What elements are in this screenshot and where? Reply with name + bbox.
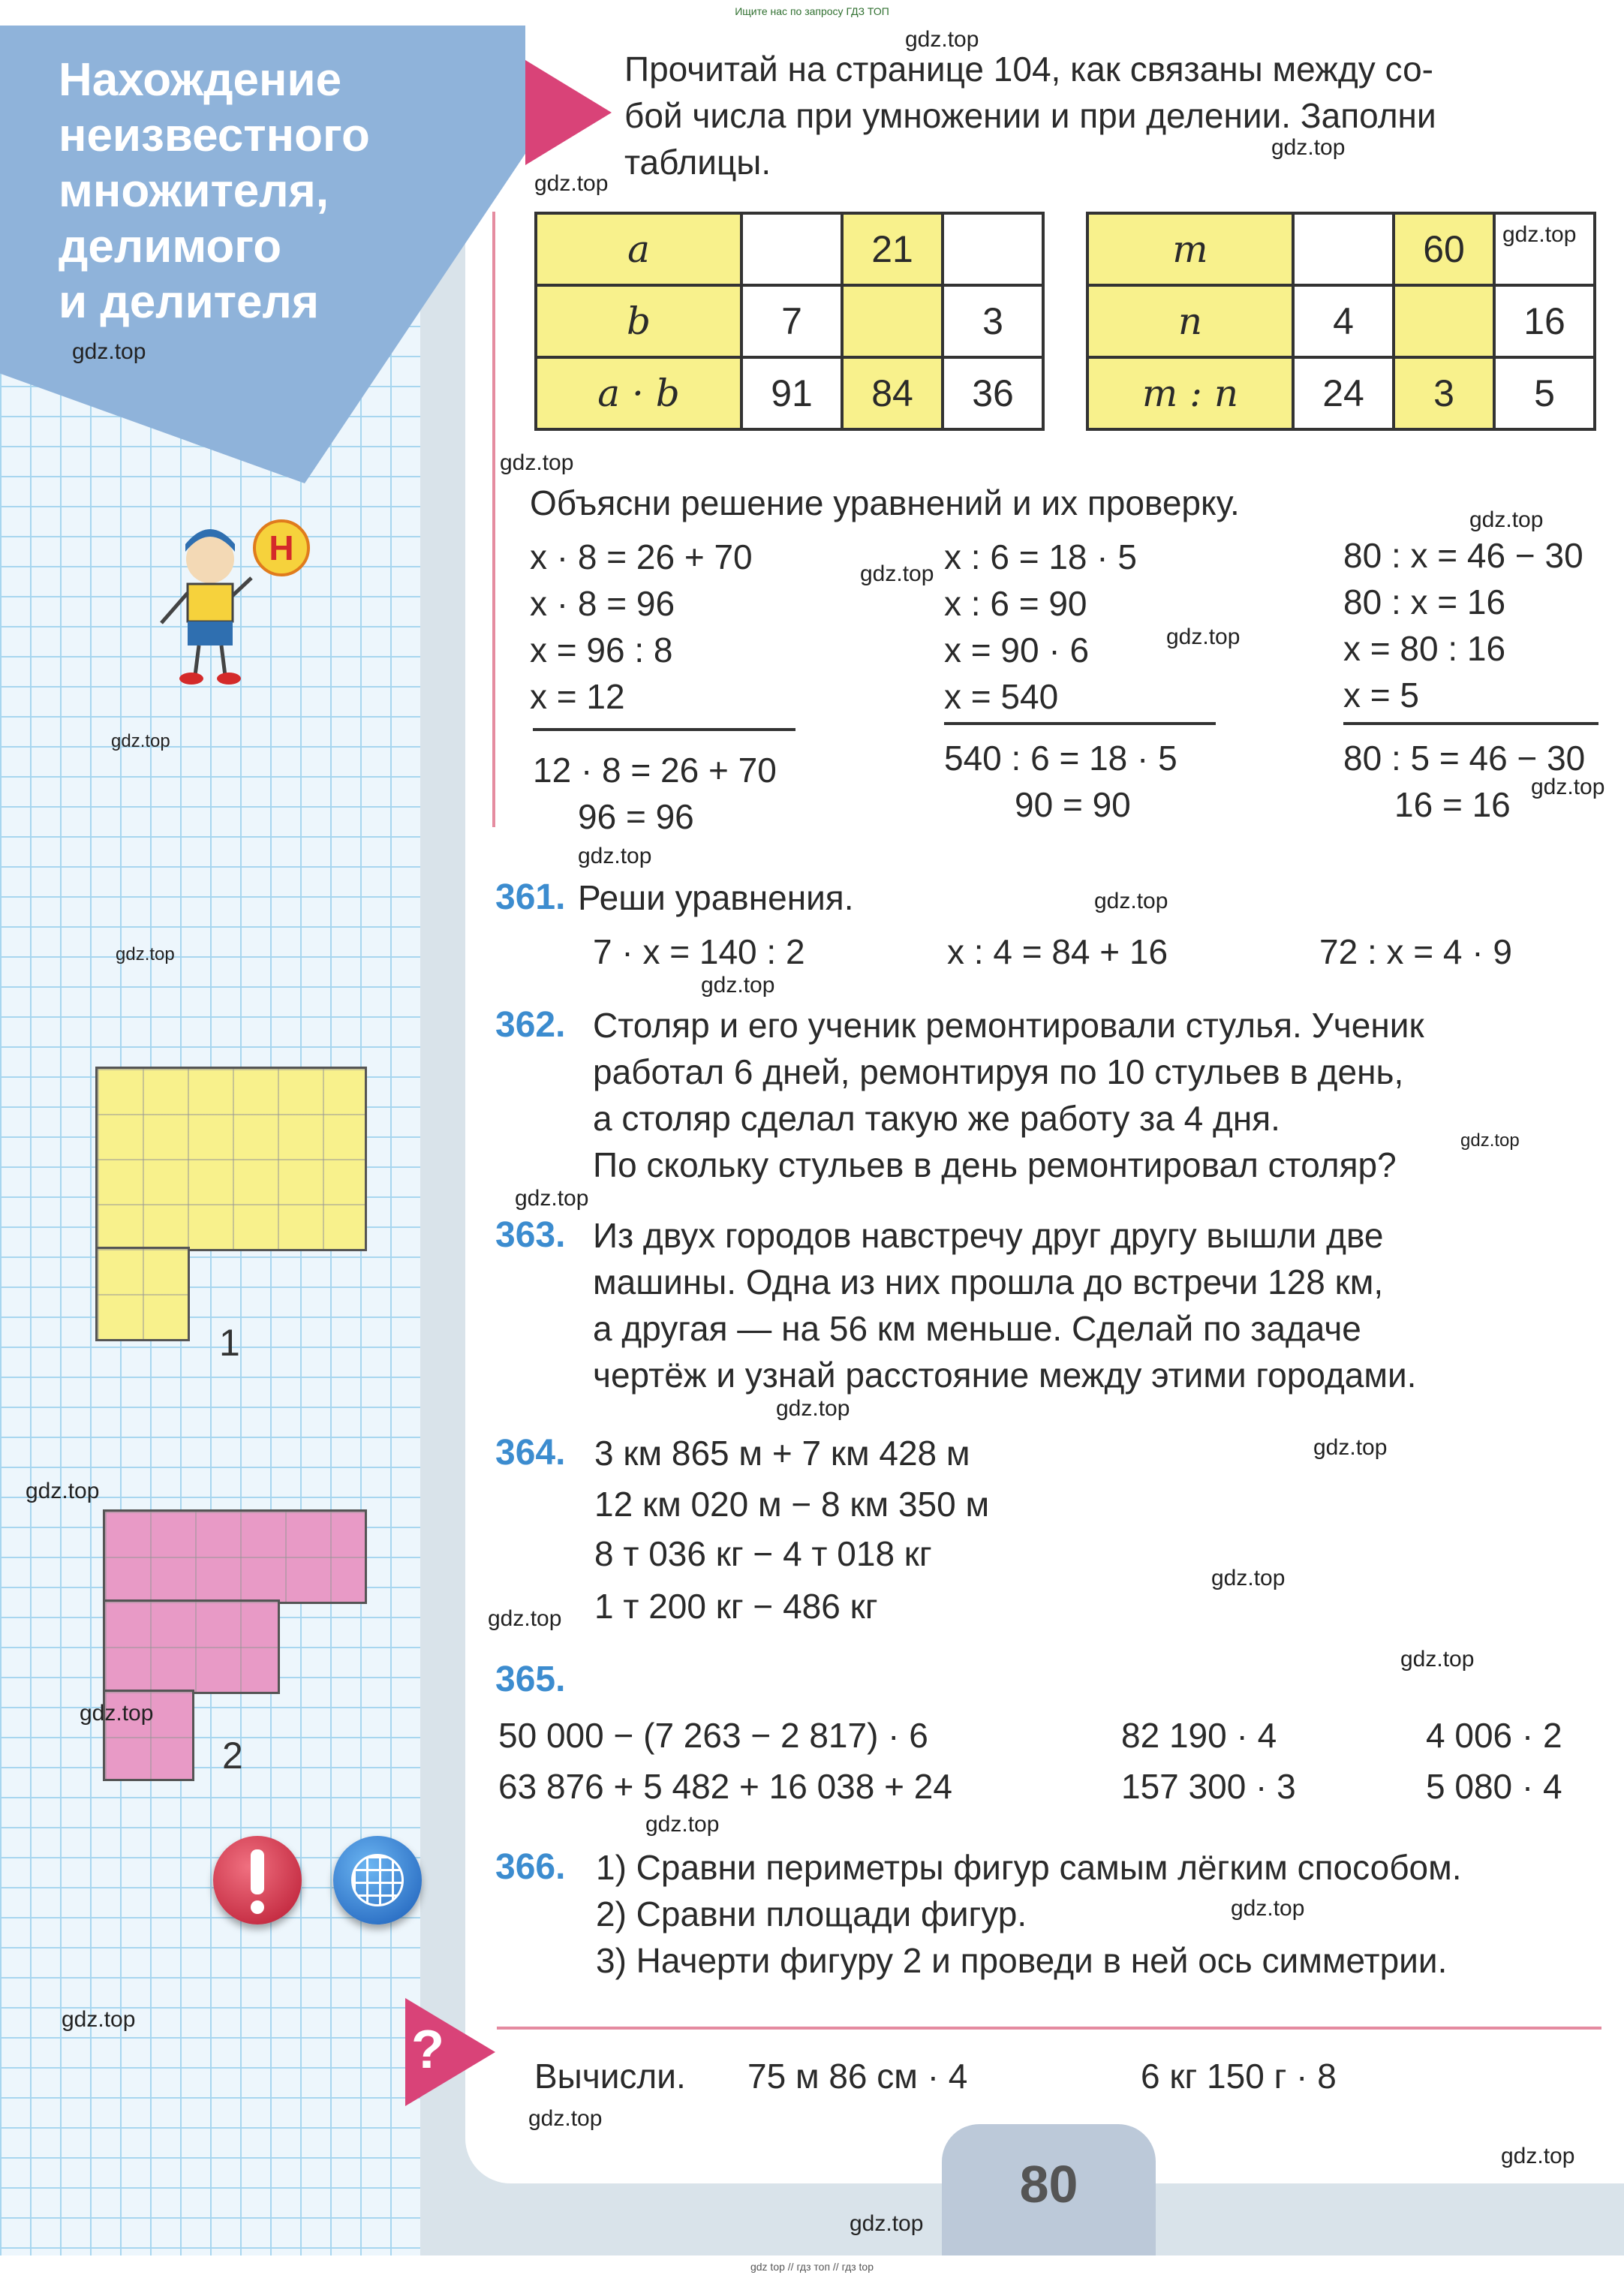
watermark: gdz.top: [1231, 1896, 1305, 1921]
task-362-line: а столяр сделал такую же работу за 4 дня.: [593, 1099, 1280, 1138]
task-number-364: 364.: [495, 1433, 566, 1473]
watermark: gdz.top: [488, 1606, 562, 1631]
watermark: gdz.top: [905, 27, 979, 52]
task-366-line: 2) Сравни площади фигур.: [596, 1894, 1027, 1933]
left-margin-rule: [492, 212, 495, 827]
watermark: gdz.top: [1531, 775, 1605, 799]
table-label-cell: a: [536, 213, 741, 285]
table-cell: [741, 213, 842, 285]
watermark: gdz.top: [776, 1396, 850, 1421]
eq-col1-line: x · 8 = 96: [530, 584, 675, 623]
table-row: [536, 213, 1043, 285]
bottom-separator: [497, 2027, 1601, 2030]
eq-col3-line: 80 : x = 16: [1343, 582, 1506, 621]
task-366-line: 3) Начерти фигуру 2 и проведи в ней ось симметрии.: [596, 1941, 1448, 1980]
top-hint-bar: [0, 0, 1624, 26]
shape-2-middle: [105, 1602, 278, 1692]
compute-expr: 75 м 86 см · 4: [747, 2057, 968, 2096]
task-363-line: чертёж и узнай расстояние между этими городами.: [593, 1356, 1417, 1395]
task-361-eq: 7 · x = 140 : 2: [593, 932, 805, 971]
watermark: gdz.top: [1400, 1647, 1475, 1672]
task-365-expr: 5 080 · 4: [1426, 1767, 1562, 1806]
task-363-line: машины. Одна из них прошла до встречи 128 км,: [593, 1262, 1384, 1301]
title-line: и делителя: [59, 276, 320, 328]
eq-col2-check: 540 : 6 = 18 · 5: [944, 739, 1177, 778]
watermark: gdz.top: [72, 339, 146, 364]
table-cell: 7: [741, 285, 842, 357]
table-cell: [943, 213, 1043, 285]
task-362-line: Столяр и его ученик ремонтировали стулья. Ученик: [593, 1006, 1424, 1045]
eq-col1-check: 12 · 8 = 26 + 70: [533, 751, 777, 790]
task-362-line: По скольку стульев в день ремонтировал столяр?: [593, 1145, 1397, 1184]
table-cell: 3: [943, 285, 1043, 357]
task-365-expr: 4 006 · 2: [1426, 1716, 1562, 1755]
table-row: [1087, 285, 1595, 357]
task-361-eq: 72 : x = 4 · 9: [1319, 932, 1512, 971]
eq-col3-check: 80 : 5 = 46 − 30: [1343, 739, 1586, 778]
shape-1-leg: [98, 1249, 188, 1339]
compute-label: Вычисли.: [534, 2057, 686, 2096]
table-row: [536, 357, 1043, 429]
eq-col1-line: x = 12: [530, 677, 625, 716]
exclamation-icon: [213, 1836, 302, 1924]
shape-1-label: 1: [219, 1322, 240, 1364]
table-cell: [842, 285, 943, 357]
table-label-cell: b: [536, 285, 741, 357]
table-cell: [1293, 213, 1394, 285]
task-364-line: 12 км 020 м − 8 км 350 м: [594, 1485, 990, 1524]
task-365-expr: 50 000 − (7 263 − 2 817) · 6: [498, 1716, 928, 1755]
explain-heading: Объясни решение уравнений и их проверку.: [530, 483, 1240, 522]
watermark: gdz.top: [1271, 135, 1346, 160]
task-number-365: 365.: [495, 1660, 566, 1699]
watermark: gdz.top: [1460, 1130, 1520, 1151]
table-cell: 16: [1494, 285, 1595, 357]
eq-col3-line: x = 5: [1343, 676, 1420, 715]
table-cell: 60: [1394, 213, 1494, 285]
task-number-362: 362.: [495, 1005, 566, 1045]
intro-line-3: таблицы.: [624, 143, 771, 182]
eq-col2-line: x = 540: [944, 677, 1059, 716]
table-row: [1087, 357, 1595, 429]
shape-2-label: 2: [222, 1735, 243, 1777]
watermark: gdz.top: [1313, 1435, 1388, 1460]
table-multiplication: [534, 212, 1045, 431]
eq-col1-check: 96 = 96: [578, 797, 694, 836]
table-cell: 91: [741, 357, 842, 429]
page-number: 80: [1019, 2155, 1078, 2213]
watermark: gdz.top: [111, 731, 170, 751]
watermark: gdz.top: [1094, 889, 1168, 913]
watermark: gdz.top: [528, 2106, 603, 2131]
table-cell: 21: [842, 213, 943, 285]
table-cell: 36: [943, 357, 1043, 429]
intro-line-2: бой числа при умножении и при делении. Заполни: [624, 96, 1436, 135]
watermark: gdz.top: [578, 844, 652, 868]
table-row: [536, 285, 1043, 357]
watermark: gdz.top: [62, 2007, 136, 2032]
table-cell: 24: [1293, 357, 1394, 429]
check-divider: [1343, 722, 1598, 725]
eq-col2-line: x = 90 · 6: [944, 630, 1090, 670]
watermark: gdz.top: [701, 973, 775, 998]
intro-line-1: Прочитай на странице 104, как связаны между со-: [624, 50, 1433, 89]
table-label-cell: n: [1087, 285, 1293, 357]
watermark: gdz.top: [116, 944, 175, 964]
eq-col3-line: 80 : x = 46 − 30: [1343, 536, 1583, 575]
task-362-line: работал 6 дней, ремонтируя по 10 стульев в день,: [593, 1052, 1404, 1091]
task-365-expr: 157 300 · 3: [1121, 1767, 1296, 1806]
watermark: gdz.top: [80, 1701, 154, 1726]
watermark: gdz.top: [1211, 1566, 1286, 1590]
eq-col2-line: x : 6 = 18 · 5: [944, 537, 1137, 576]
compute-expr: 6 кг 150 г · 8: [1141, 2057, 1337, 2096]
shape-2-top: [105, 1512, 365, 1602]
watermark: gdz.top: [645, 1812, 720, 1837]
eq-col1-line: x = 96 : 8: [530, 630, 673, 670]
task-361-text: Реши уравнения.: [578, 878, 854, 917]
task-361-eq: x : 4 = 84 + 16: [947, 932, 1168, 971]
table-cell: 4: [1293, 285, 1394, 357]
watermark: gdz.top: [860, 561, 934, 586]
shape-1-top: [98, 1069, 365, 1249]
watermark: gdz.top: [515, 1186, 589, 1211]
watermark: gdz.top: [1501, 2144, 1575, 2168]
eq-col1-line: x · 8 = 26 + 70: [530, 537, 753, 576]
task-366-line: 1) Сравни периметры фигур самым лёгким способом.: [596, 1848, 1462, 1887]
watermark: gdz.top: [1469, 507, 1544, 532]
title-line: неизвестного: [59, 110, 370, 161]
watermark: gdz.top: [500, 450, 574, 475]
top-hint-text: Ищите нас по запросу ГДЗ ТОП: [735, 5, 889, 17]
task-number-361: 361.: [495, 877, 566, 917]
watermark: gdz.top: [1502, 222, 1577, 247]
lesson-title: [59, 53, 449, 330]
task-364-line: 8 т 036 кг − 4 т 018 кг: [594, 1534, 932, 1573]
table-label-cell: a · b: [536, 357, 741, 429]
title-line: делимого: [59, 221, 282, 272]
table-cell: 5: [1494, 357, 1595, 429]
question-mark-icon: ?: [411, 2020, 444, 2080]
watermark: gdz.top: [534, 171, 609, 196]
mascot-badge-letter: Н: [269, 528, 294, 567]
watermark: gdz.top: [26, 1479, 100, 1503]
grid-icon: [333, 1836, 422, 1924]
task-363-line: а другая — на 56 км меньше. Сделай по задаче: [593, 1309, 1361, 1348]
task-365-expr: 63 876 + 5 482 + 16 038 + 24: [498, 1767, 952, 1806]
task-number-366: 366.: [495, 1847, 566, 1887]
eq-col2-line: x : 6 = 90: [944, 584, 1087, 623]
task-364-line: 3 км 865 м + 7 км 428 м: [594, 1434, 970, 1473]
table-label-cell: m : n: [1087, 357, 1293, 429]
watermark: gdz.top: [1166, 624, 1241, 649]
mascot-illustration: [139, 518, 334, 698]
title-line: Нахождение: [59, 54, 342, 106]
task-363-line: Из двух городов навстречу друг другу вышли две: [593, 1216, 1384, 1255]
eq-col3-line: x = 80 : 16: [1343, 629, 1506, 668]
eq-col3-check: 16 = 16: [1394, 785, 1511, 824]
task-number-363: 363.: [495, 1215, 566, 1255]
task-364-line: 1 т 200 кг − 486 кг: [594, 1587, 878, 1626]
bottom-hint-text: gdz top // гдз топ // гдз top: [750, 2261, 874, 2273]
eq-col2-check: 90 = 90: [1015, 785, 1131, 824]
table-cell: [1394, 285, 1494, 357]
task-365-expr: 82 190 · 4: [1121, 1716, 1277, 1755]
check-divider: [944, 722, 1216, 725]
table-cell: 84: [842, 357, 943, 429]
bottom-hint-bar: [0, 2255, 1624, 2278]
watermark: gdz.top: [850, 2211, 924, 2236]
check-divider: [533, 728, 795, 731]
title-line: множителя,: [59, 165, 329, 217]
intro-triangle-icon: [525, 60, 612, 165]
table-label-cell: m: [1087, 213, 1293, 285]
table-cell: 3: [1394, 357, 1494, 429]
